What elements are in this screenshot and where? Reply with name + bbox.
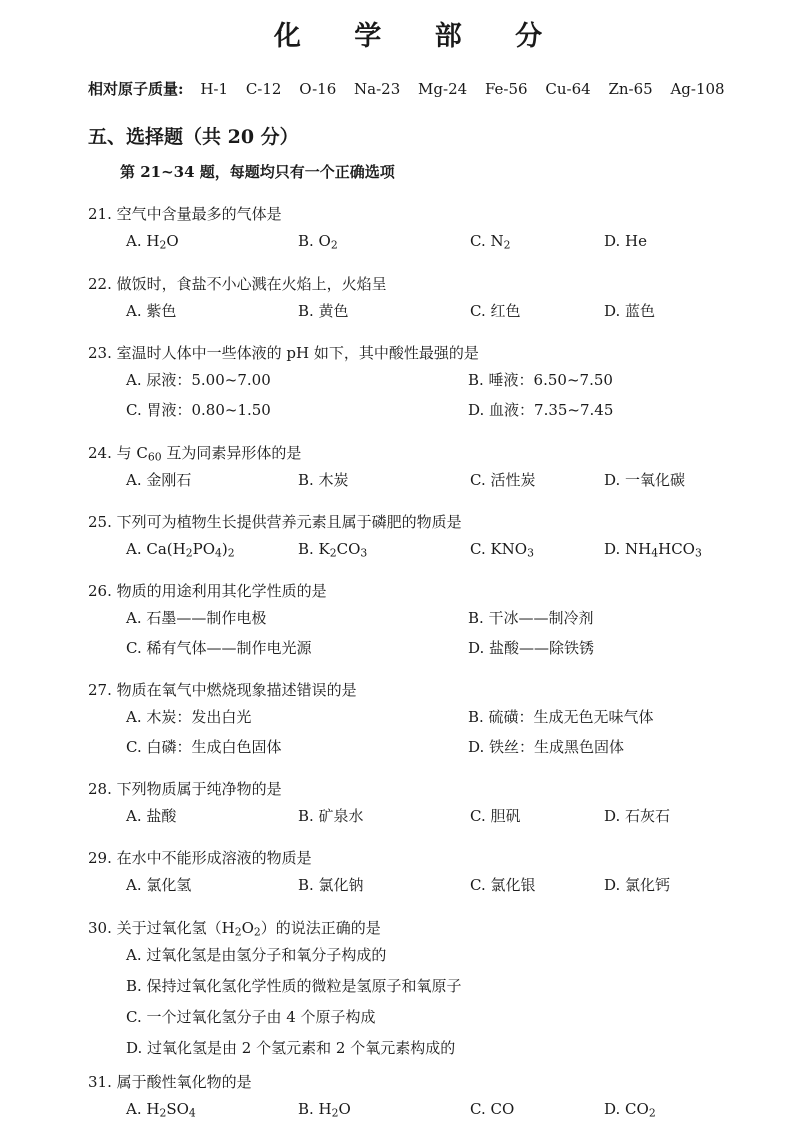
option-b[interactable]: B. $O_2$ [298,232,338,252]
option-d[interactable]: D. 血液：7.35~7.45 [468,401,614,419]
option-c[interactable]: C. 活性炭 [470,471,536,489]
option-c[interactable]: C. 一个过氧化氢分子由 4 个原子构成 [126,1008,376,1026]
option-c[interactable]: C. $N_2$ [470,232,511,252]
section-instruction: 第 21~34 题，每题均只有一个正确选项 [120,163,395,181]
option-a[interactable]: A. $H_2SO_4$ [126,1100,196,1120]
option-b[interactable]: B. 硫磺：生成无色无味气体 [468,708,654,726]
atomic-masses-line [88,78,738,99]
option-a[interactable]: A. $Ca(H_2PO_4)_2$ [126,540,235,560]
question-stem: 26. 物质的用途利用其化学性质的是 [88,582,327,600]
option-a[interactable]: A. 紫色 [126,302,177,320]
option-d[interactable]: D. 过氧化氢是由 2 个氢元素和 2 个氧元素构成的 [126,1039,456,1057]
option-d[interactable]: D. $CO_2$ [604,1100,656,1120]
question-stem: 23. 室温时人体中一些体液的 pH 如下，其中酸性最强的是 [88,344,479,362]
option-a[interactable]: A. 过氧化氢是由氢分子和氧分子构成的 [126,946,387,964]
question-21 [88,202,768,256]
option-c[interactable]: C. 胆矾 [470,807,521,825]
mass-mg: Mg-24 [418,80,468,98]
mass-ag: Ag-108 [670,80,725,98]
option-d[interactable]: D. 氯化钙 [604,876,671,894]
option-a[interactable]: A. 木炭：发出白光 [126,708,252,726]
option-a[interactable]: A. 石墨——制作电极 [126,609,267,627]
question-23 [88,341,768,425]
atomic-masses-label: 相对原子质量: [88,80,184,98]
question-22 [88,272,768,326]
option-d[interactable]: D. 一氧化碳 [604,471,686,489]
question-stem: 29. 在水中不能形成溶液的物质是 [88,849,312,867]
question-26 [88,579,768,663]
option-a[interactable]: A. 尿液：5.00~7.00 [126,371,271,389]
option-b[interactable]: B. 保持过氧化氢化学性质的微粒是氢原子和氧原子 [126,977,462,995]
option-b[interactable]: B. 干冰——制冷剂 [468,609,594,627]
question-24 [88,441,768,495]
option-d[interactable]: D. $NH_4HCO_3$ [604,540,702,560]
question-stem: 31. 属于酸性氧化物的是 [88,1073,252,1091]
option-c[interactable]: C. 稀有气体——制作电光源 [126,639,312,657]
option-b[interactable]: B. 木炭 [298,471,349,489]
option-d[interactable]: D. He [604,232,647,250]
mass-o: O-16 [299,80,337,98]
option-b[interactable]: B. 氯化钠 [298,876,364,894]
option-a[interactable]: A. $H_2O$ [126,232,179,252]
option-c[interactable]: C. 白磷：生成白色固体 [126,738,282,756]
mass-h: H-1 [200,80,229,98]
mass-fe: Fe-56 [484,80,528,98]
question-stem: 25. 下列可为植物生长提供营养元素且属于磷肥的物质是 [88,513,462,531]
section-heading: 五、选择题（共 20 分） [88,126,299,148]
option-c[interactable]: C. CO [470,1100,515,1118]
option-b[interactable]: B. 矿泉水 [298,807,364,825]
mass-zn: Zn-65 [608,80,653,98]
mass-na: Na-23 [354,80,401,98]
mass-c: C-12 [245,80,282,98]
option-a[interactable]: A. 金刚石 [126,471,192,489]
option-c[interactable]: C. 红色 [470,302,521,320]
option-c[interactable]: C. 氯化银 [470,876,536,894]
option-d[interactable]: D. 石灰石 [604,807,671,825]
question-28 [88,777,768,831]
option-b[interactable]: B. 黄色 [298,302,349,320]
question-27 [88,678,768,762]
option-c[interactable]: C. 胃液：0.80~1.50 [126,401,271,419]
option-d[interactable]: D. 盐酸——除铁锈 [468,639,595,657]
question-29 [88,846,768,900]
question-stem: 30. 关于过氧化氢$(H_2O_2)$的说法正确的是 [88,919,381,939]
question-stem: 21. 空气中含量最多的气体是 [88,205,282,223]
question-31 [88,1070,768,1124]
option-b[interactable]: B. $K_2CO_3$ [298,540,368,560]
option-d[interactable]: D. 铁丝：生成黑色固体 [468,738,625,756]
question-stem: 22. 做饭时，食盐不小心溅在火焰上，火焰呈 [88,275,387,293]
page-title: 化 学 部 分 [273,21,565,52]
question-stem: 28. 下列物质属于纯净物的是 [88,780,282,798]
option-a[interactable]: A. 氯化氢 [126,876,192,894]
question-stem: 27. 物质在氧气中燃烧现象描述错误的是 [88,681,357,699]
question-25 [88,510,768,564]
mass-cu: Cu-64 [545,80,591,98]
option-b[interactable]: B. 唾液：6.50~7.50 [468,371,613,389]
option-c[interactable]: C. $KNO_3$ [470,540,534,560]
question-30 [88,916,768,1064]
option-b[interactable]: B. $H_2O$ [298,1100,351,1120]
question-stem: 24. 与 $C_{60}$ 互为同素异形体的是 [88,444,302,464]
option-d[interactable]: D. 蓝色 [604,302,656,320]
option-a[interactable]: A. 盐酸 [126,807,177,825]
